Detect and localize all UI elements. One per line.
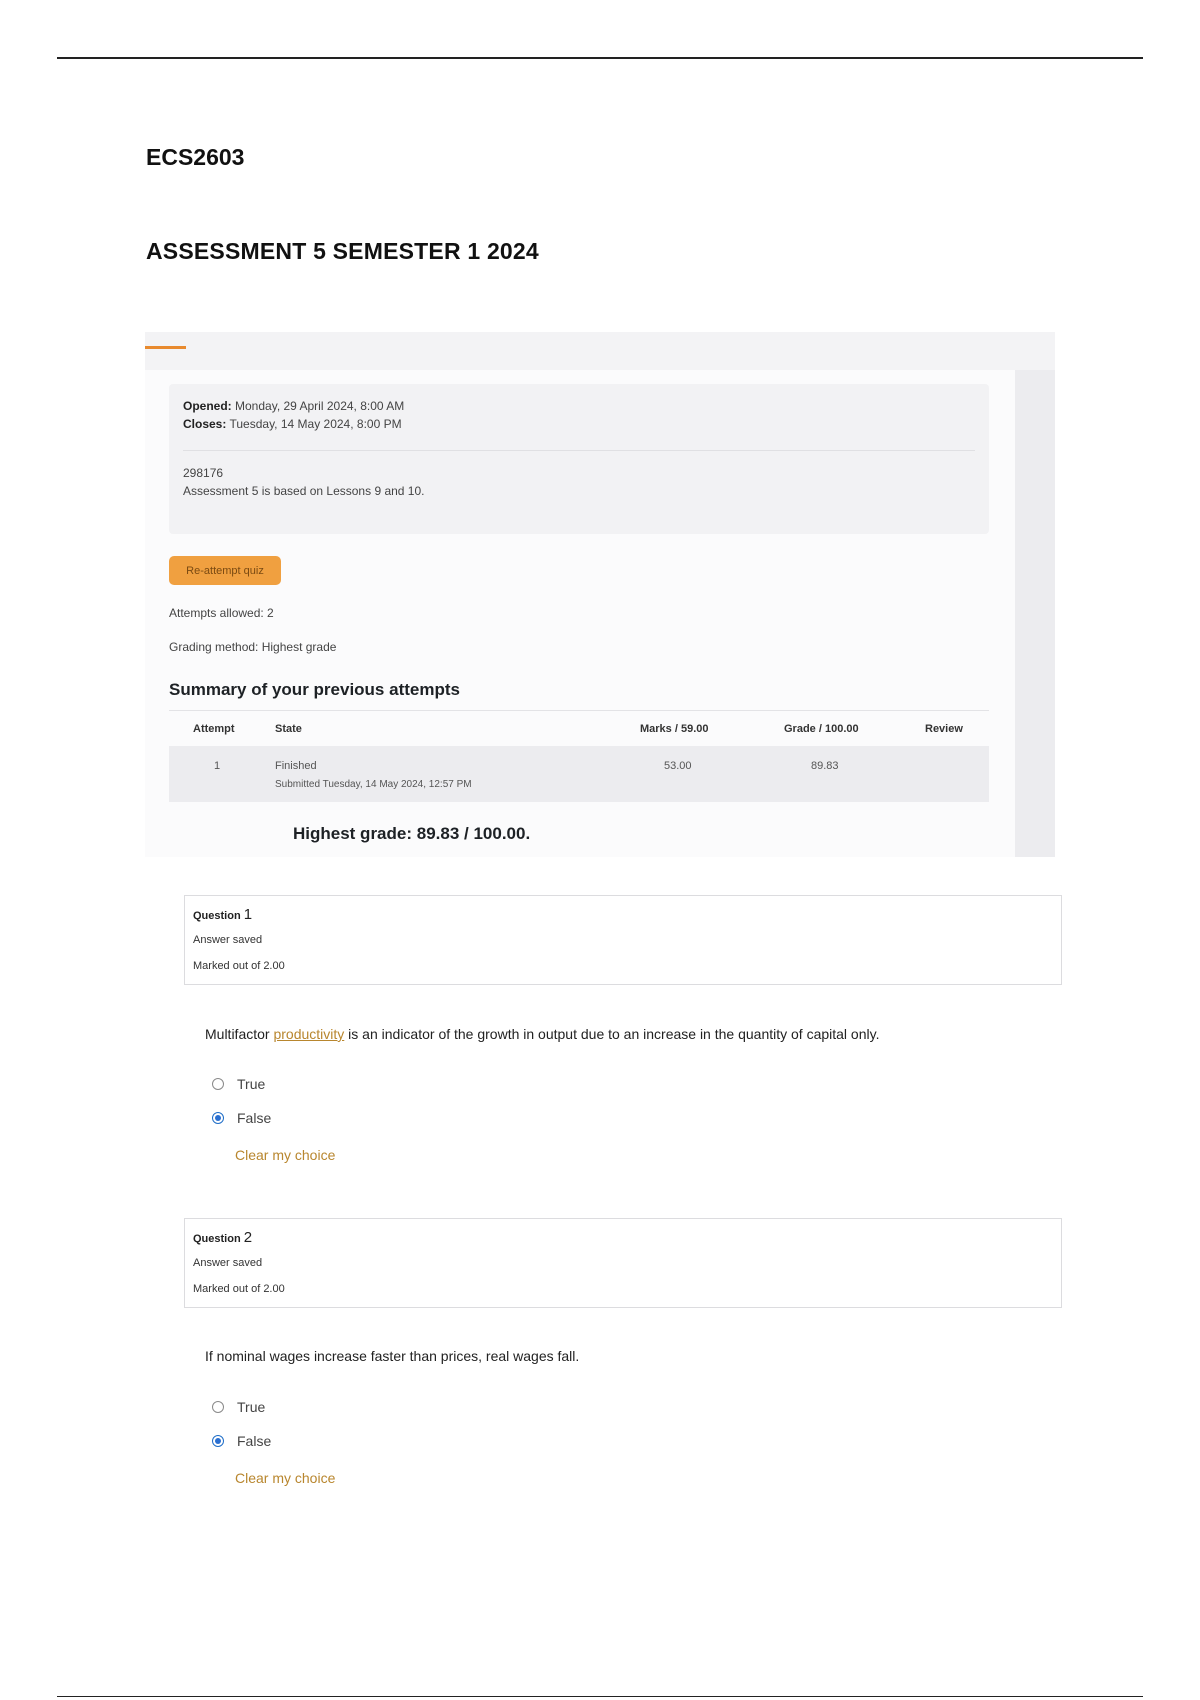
question-1-number: 1 <box>243 906 253 923</box>
radio-unchecked[interactable] <box>212 1078 224 1090</box>
row-marks: 53.00 <box>664 760 692 772</box>
question-2-label <box>193 1229 252 1246</box>
closes-value: Tuesday, 14 May 2024, 8:00 PM <box>229 417 402 431</box>
quiz-screenshot <box>145 332 1055 857</box>
row-attempt: 1 <box>214 760 221 772</box>
radio-checked[interactable] <box>212 1435 224 1447</box>
question-2-clear-choice[interactable]: Clear my choice <box>235 1470 336 1486</box>
question-1-text-start: Multifactor <box>205 1026 274 1042</box>
glossary-link-productivity[interactable]: productivity <box>273 1026 345 1042</box>
bottom-rule <box>57 1696 1143 1697</box>
radio-checked[interactable] <box>212 1112 224 1124</box>
quiz-panel <box>145 370 1015 857</box>
question-2-text: If nominal wages increase faster than prices, real wages fall. <box>205 1348 580 1364</box>
row-grade: 89.83 <box>811 760 839 772</box>
col-review: Review <box>925 723 963 735</box>
closes-label: Closes: <box>183 417 227 431</box>
info-separator <box>183 450 975 451</box>
question-2-info <box>184 1218 1062 1308</box>
option-label: False <box>237 1110 272 1126</box>
option-label: False <box>237 1433 272 1449</box>
reattempt-quiz-button[interactable]: Re-attempt quiz <box>169 556 281 585</box>
question-1-text <box>205 1026 879 1042</box>
col-grade: Grade / 100.00 <box>784 723 859 735</box>
right-drawer-strip <box>1015 370 1055 857</box>
question-1-option-true[interactable] <box>212 1074 265 1094</box>
active-tab-indicator <box>145 346 186 349</box>
opened-label: Opened: <box>183 399 232 413</box>
closes-line <box>183 417 402 431</box>
highest-grade: Highest grade: 89.83 / 100.00. <box>293 824 531 843</box>
row-submitted: Submitted Tuesday, 14 May 2024, 12:57 PM <box>275 779 472 790</box>
question-2-word: Question <box>193 1233 241 1245</box>
document-title: ASSESSMENT 5 SEMESTER 1 2024 <box>146 238 539 264</box>
quiz-info-box <box>169 384 989 534</box>
question-2-status: Answer saved <box>193 1257 263 1269</box>
radio-unchecked[interactable] <box>212 1401 224 1413</box>
question-1-marked: Marked out of 2.00 <box>193 960 285 972</box>
opened-line <box>183 399 404 413</box>
question-1-info <box>184 895 1062 985</box>
question-1-label <box>193 906 252 923</box>
col-marks: Marks / 59.00 <box>640 723 709 735</box>
option-label: True <box>237 1076 266 1092</box>
question-2-option-true[interactable] <box>212 1397 265 1417</box>
question-2-marked: Marked out of 2.00 <box>193 1283 285 1295</box>
quiz-code: 298176 <box>183 466 224 480</box>
question-2-number: 2 <box>243 1229 253 1246</box>
question-1-word: Question <box>193 910 241 922</box>
attempts-allowed: Attempts allowed: 2 <box>169 606 274 620</box>
grading-method: Grading method: Highest grade <box>169 640 337 654</box>
question-1-clear-choice[interactable]: Clear my choice <box>235 1147 336 1163</box>
question-1-option-false[interactable] <box>212 1108 271 1128</box>
col-attempt: Attempt <box>193 723 235 735</box>
question-1-text-end: is an indicator of the growth in output due to an increase in the quantity of capital only. <box>344 1026 880 1042</box>
document-code: ECS2603 <box>146 144 245 170</box>
attempts-table-header <box>169 710 989 745</box>
row-state: Finished <box>275 760 317 772</box>
top-rule <box>57 57 1143 59</box>
summary-heading: Summary of your previous attempts <box>169 680 460 699</box>
col-state: State <box>275 723 302 735</box>
table-row <box>169 746 989 802</box>
question-1-status: Answer saved <box>193 934 263 946</box>
quiz-description: Assessment 5 is based on Lessons 9 and 10. <box>183 484 425 498</box>
option-label: True <box>237 1399 266 1415</box>
opened-value: Monday, 29 April 2024, 8:00 AM <box>235 399 405 413</box>
question-2-option-false[interactable] <box>212 1431 271 1451</box>
